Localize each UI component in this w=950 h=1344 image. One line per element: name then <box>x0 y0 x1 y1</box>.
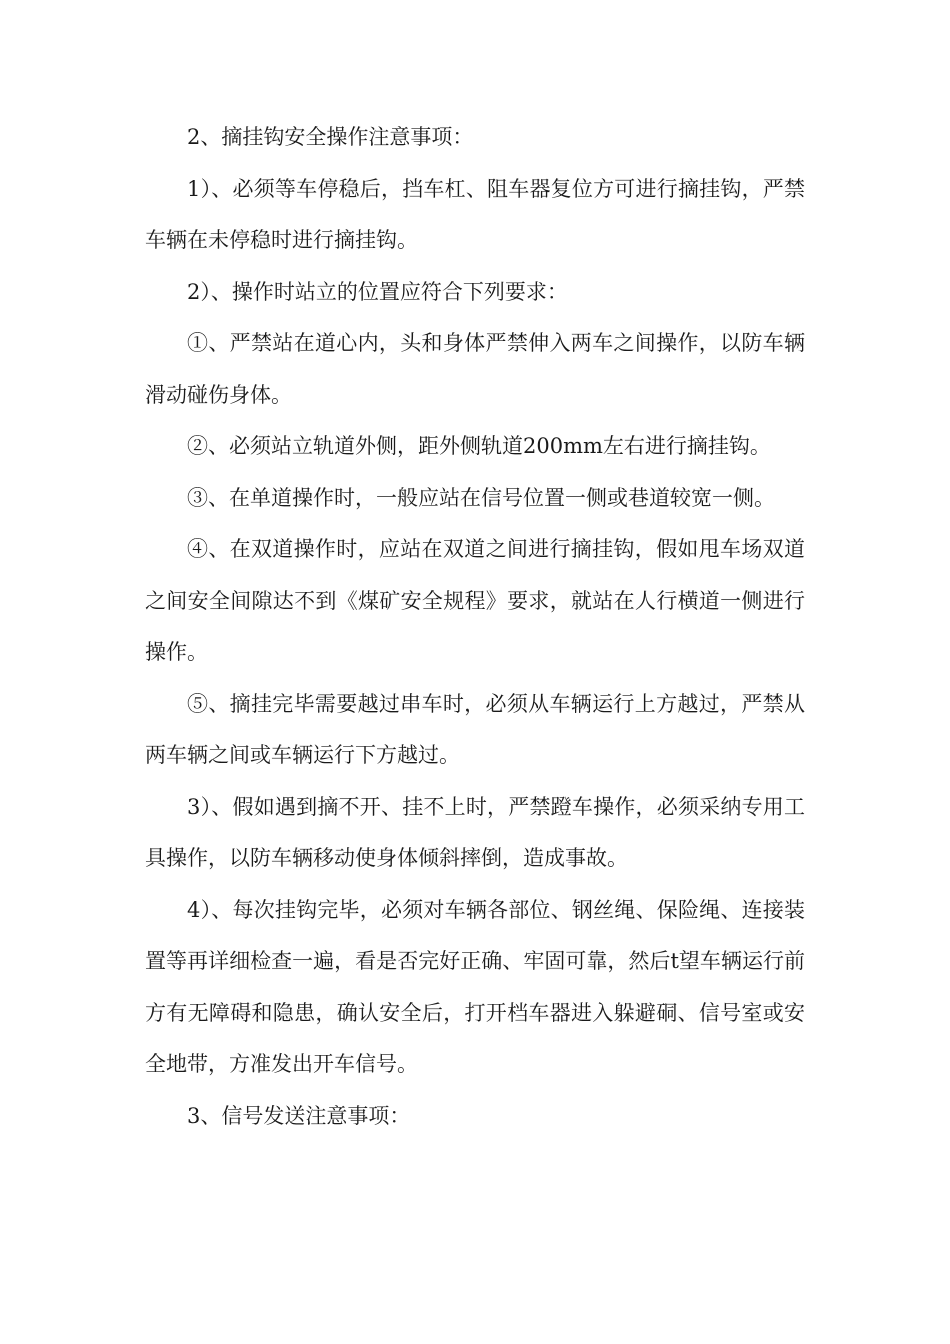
section-heading: 2、摘挂钩安全操作注意事项： <box>187 125 474 149</box>
document-body <box>145 112 805 1142</box>
paragraph: 2）、操作时站立的位置应符合下列要求： <box>187 279 568 304</box>
paragraph: ③、在单道操作时，一般应站在信号位置一侧或巷道较宽一侧。 <box>187 485 775 510</box>
paragraph: 1）、必须等车停稳后，挡车杠、阻车器复位方可进行摘挂钩，严禁车辆在未停稳时进行摘挂钩。 <box>145 176 805 252</box>
paragraph: ①、严禁站在道心内，头和身体严禁伸入两车之间操作，以防车辆滑动碰伤身体。 <box>145 331 805 407</box>
paragraph: ②、必须站立轨道外侧，距外侧轨道200mm左右进行摘挂钩。 <box>187 434 771 458</box>
paragraph: 4）、每次挂钩完毕，必须对车辆各部位、钢丝绳、保险绳、连接装置等再详细检查一遍，看是否完好正确、牢固可靠，然后t望车辆运行前方有无障碍和隐患，确认安全后，打开档车器进入躲避硐、信号室或安全地带，方准发出开车信号。 <box>145 897 805 1076</box>
paragraph: ④、在双道操作时，应站在双道之间进行摘挂钩，假如甩车场双道之间安全间隙达不到《煤矿安全规程》要求，就站在人行横道一侧进行操作。 <box>145 537 805 664</box>
paragraph: ⑤、摘挂完毕需要越过串车时，必须从车辆运行上方越过，严禁从两车辆之间或车辆运行下方越过。 <box>145 691 805 767</box>
paragraph: 3）、假如遇到摘不开、挂不上时，严禁蹬车操作，必须采纳专用工具操作，以防车辆移动使身体倾斜摔倒，造成事故。 <box>145 794 805 870</box>
section-heading: 3、信号发送注意事项： <box>187 1103 411 1128</box>
